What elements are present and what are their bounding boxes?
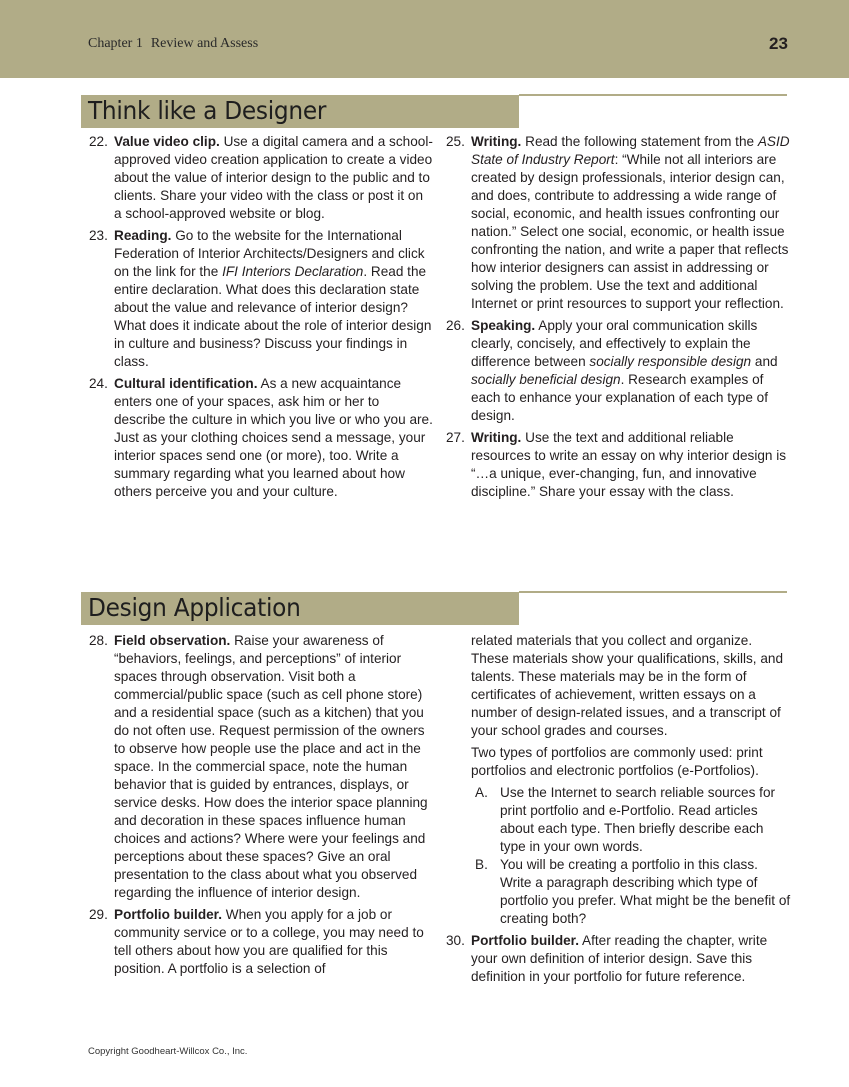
question-text: As a new acquaintance enters one of your spaces, ask him or her to describe the culture in which you live or who you are. Just as your clothing choices send a message, your interior spaces send one (or more), too. Write a summary regarding what you learned about how others perceive you and your culture. <box>114 376 433 499</box>
question-24 <box>89 375 434 501</box>
question-label: Writing. <box>471 134 522 149</box>
subitem-letter: B. <box>475 857 488 872</box>
section1-right-column <box>446 133 791 505</box>
question-23 <box>89 227 434 371</box>
question-label: Field observation. <box>114 633 231 648</box>
question-number: 28. <box>89 633 108 648</box>
section2-left-column <box>89 632 434 982</box>
question-italic: socially responsible design <box>589 354 752 369</box>
question-text: and <box>754 354 778 369</box>
question-text: related materials that you collect and organize. These materials show your qualifications, skills, and talents. These materials may be in the form of certificates of achievement, written essays on a number of design-related issues, and a transcript of your school grades and courses. <box>471 633 784 738</box>
question-number: 22. <box>89 134 108 149</box>
question-number: 23. <box>89 228 108 243</box>
chapter-label: Chapter 1 <box>88 36 143 51</box>
question-text: Use the text and additional reliable resources to write an essay on why interior design is “…a unique, ever-changing, fun, and innovative discipline.” Share your essay with the class. <box>471 430 787 499</box>
question-label: Cultural identification. <box>114 376 258 391</box>
question-number: 26. <box>446 318 465 333</box>
section-header-think-like-a-designer <box>81 95 519 128</box>
question-26 <box>446 317 791 425</box>
question-number: 25. <box>446 134 465 149</box>
question-text: Go to the website for the International Federation of Interior Architects/Designers and click on the link for the <box>114 228 425 279</box>
question-italic: IFI Interiors Declaration <box>222 264 364 279</box>
question-text: Use a digital camera and a school-approved video creation application to create a video about the value of interior design to the public and to clients. Share your video with the class or post it on a school-approved website or blog. <box>114 134 433 221</box>
section2-right-column <box>446 632 791 990</box>
subitem-letter: A. <box>475 785 488 800</box>
question-text: Apply your oral communication skills clearly, concisely, and effectively to explain the difference between <box>471 318 758 369</box>
subitem-a <box>475 784 791 856</box>
question-number: 27. <box>446 430 465 445</box>
question-text: When you apply for a job or community service or to a college, you may need to tell others about how you are qualified for this position. A portfolio is a selection of <box>114 907 424 976</box>
question-label: Speaking. <box>471 318 536 333</box>
question-29-continued <box>446 632 791 928</box>
question-text: : “While not all interiors are created by design professionals, interior design can, and does, contribute to addressing a wide range of social, economic, and health issues confronting our nation.” Select one social, economic, or health issue confronting the nation, and write a paper that reflects how interior designers can assist in addressing or solving the problem. Use the text and additional Internet or print resources to support your reflection. <box>471 152 789 311</box>
page-number: 23 <box>769 34 788 53</box>
question-paragraph: Two types of portfolios are commonly used: print portfolios and electronic portfolios (e-Portfolios). <box>471 745 763 778</box>
section-rule <box>519 94 787 96</box>
question-28 <box>89 632 434 902</box>
section1-left-column <box>89 133 434 505</box>
question-text: . Read the entire declaration. What does this declaration state about the value and relevance of interior design? What does it indicate about the role of interior design in culture and business? Discuss your findings in class. <box>114 264 432 369</box>
question-italic: ASID State of Industry Report <box>471 134 790 167</box>
copyright-footer: Copyright Goodheart-Willcox Co., Inc. <box>88 1046 248 1057</box>
question-27 <box>446 429 791 501</box>
question-number: 30. <box>446 933 465 948</box>
question-25 <box>446 133 791 313</box>
question-29 <box>89 906 434 978</box>
question-text: Read the following statement from the <box>525 134 755 149</box>
chapter-section: Review and Assess <box>150 36 259 51</box>
section-title: Design Application <box>88 593 301 622</box>
question-text: Raise your awareness of “behaviors, feelings, and perceptions” of interior spaces through observation. Visit both a commercial/public space (such as cell phone store) and a residential space (such as a kitchen) that you do not often use. Request permission of the owners to observe how people use the place and act in the space. In the commercial space, note the human behavior that is guided by entrances, displays, or service desks. How does the interior space planning and decoration in these spaces influence human choices and actions? Where were your feelings and perceptions about these spaces? Give an oral presentation to the class about what you observed regarding the influence of interior design. <box>114 633 428 900</box>
question-label: Writing. <box>471 430 522 445</box>
subitem-text: You will be creating a portfolio in this class. Write a paragraph describing which type of portfolio you prefer. What might be the benefit of creating both? <box>500 857 791 926</box>
question-number: 24. <box>89 376 108 391</box>
question-text: . Research examples of each to enhance your explanation of each type of design. <box>471 372 769 423</box>
question-label: Value video clip. <box>114 134 220 149</box>
section-header-design-application <box>81 592 519 625</box>
subitem-b <box>475 856 791 928</box>
question-text: After reading the chapter, write your own definition of interior design. Save this definition in your portfolio for future reference. <box>471 933 768 984</box>
section-title: Think like a Designer <box>88 96 327 125</box>
question-label: Reading. <box>114 228 172 243</box>
subitem-text: Use the Internet to search reliable sources for print portfolio and e-Portfolio. Read articles about each type. Then briefly describe each type in your own words. <box>500 785 776 854</box>
section-rule <box>519 591 787 593</box>
question-30 <box>446 932 791 986</box>
question-label: Portfolio builder. <box>114 907 222 922</box>
question-number: 29. <box>89 907 108 922</box>
question-italic: socially beneficial design <box>471 372 621 387</box>
question-22 <box>89 133 434 223</box>
question-label: Portfolio builder. <box>471 933 579 948</box>
running-head <box>88 36 258 52</box>
